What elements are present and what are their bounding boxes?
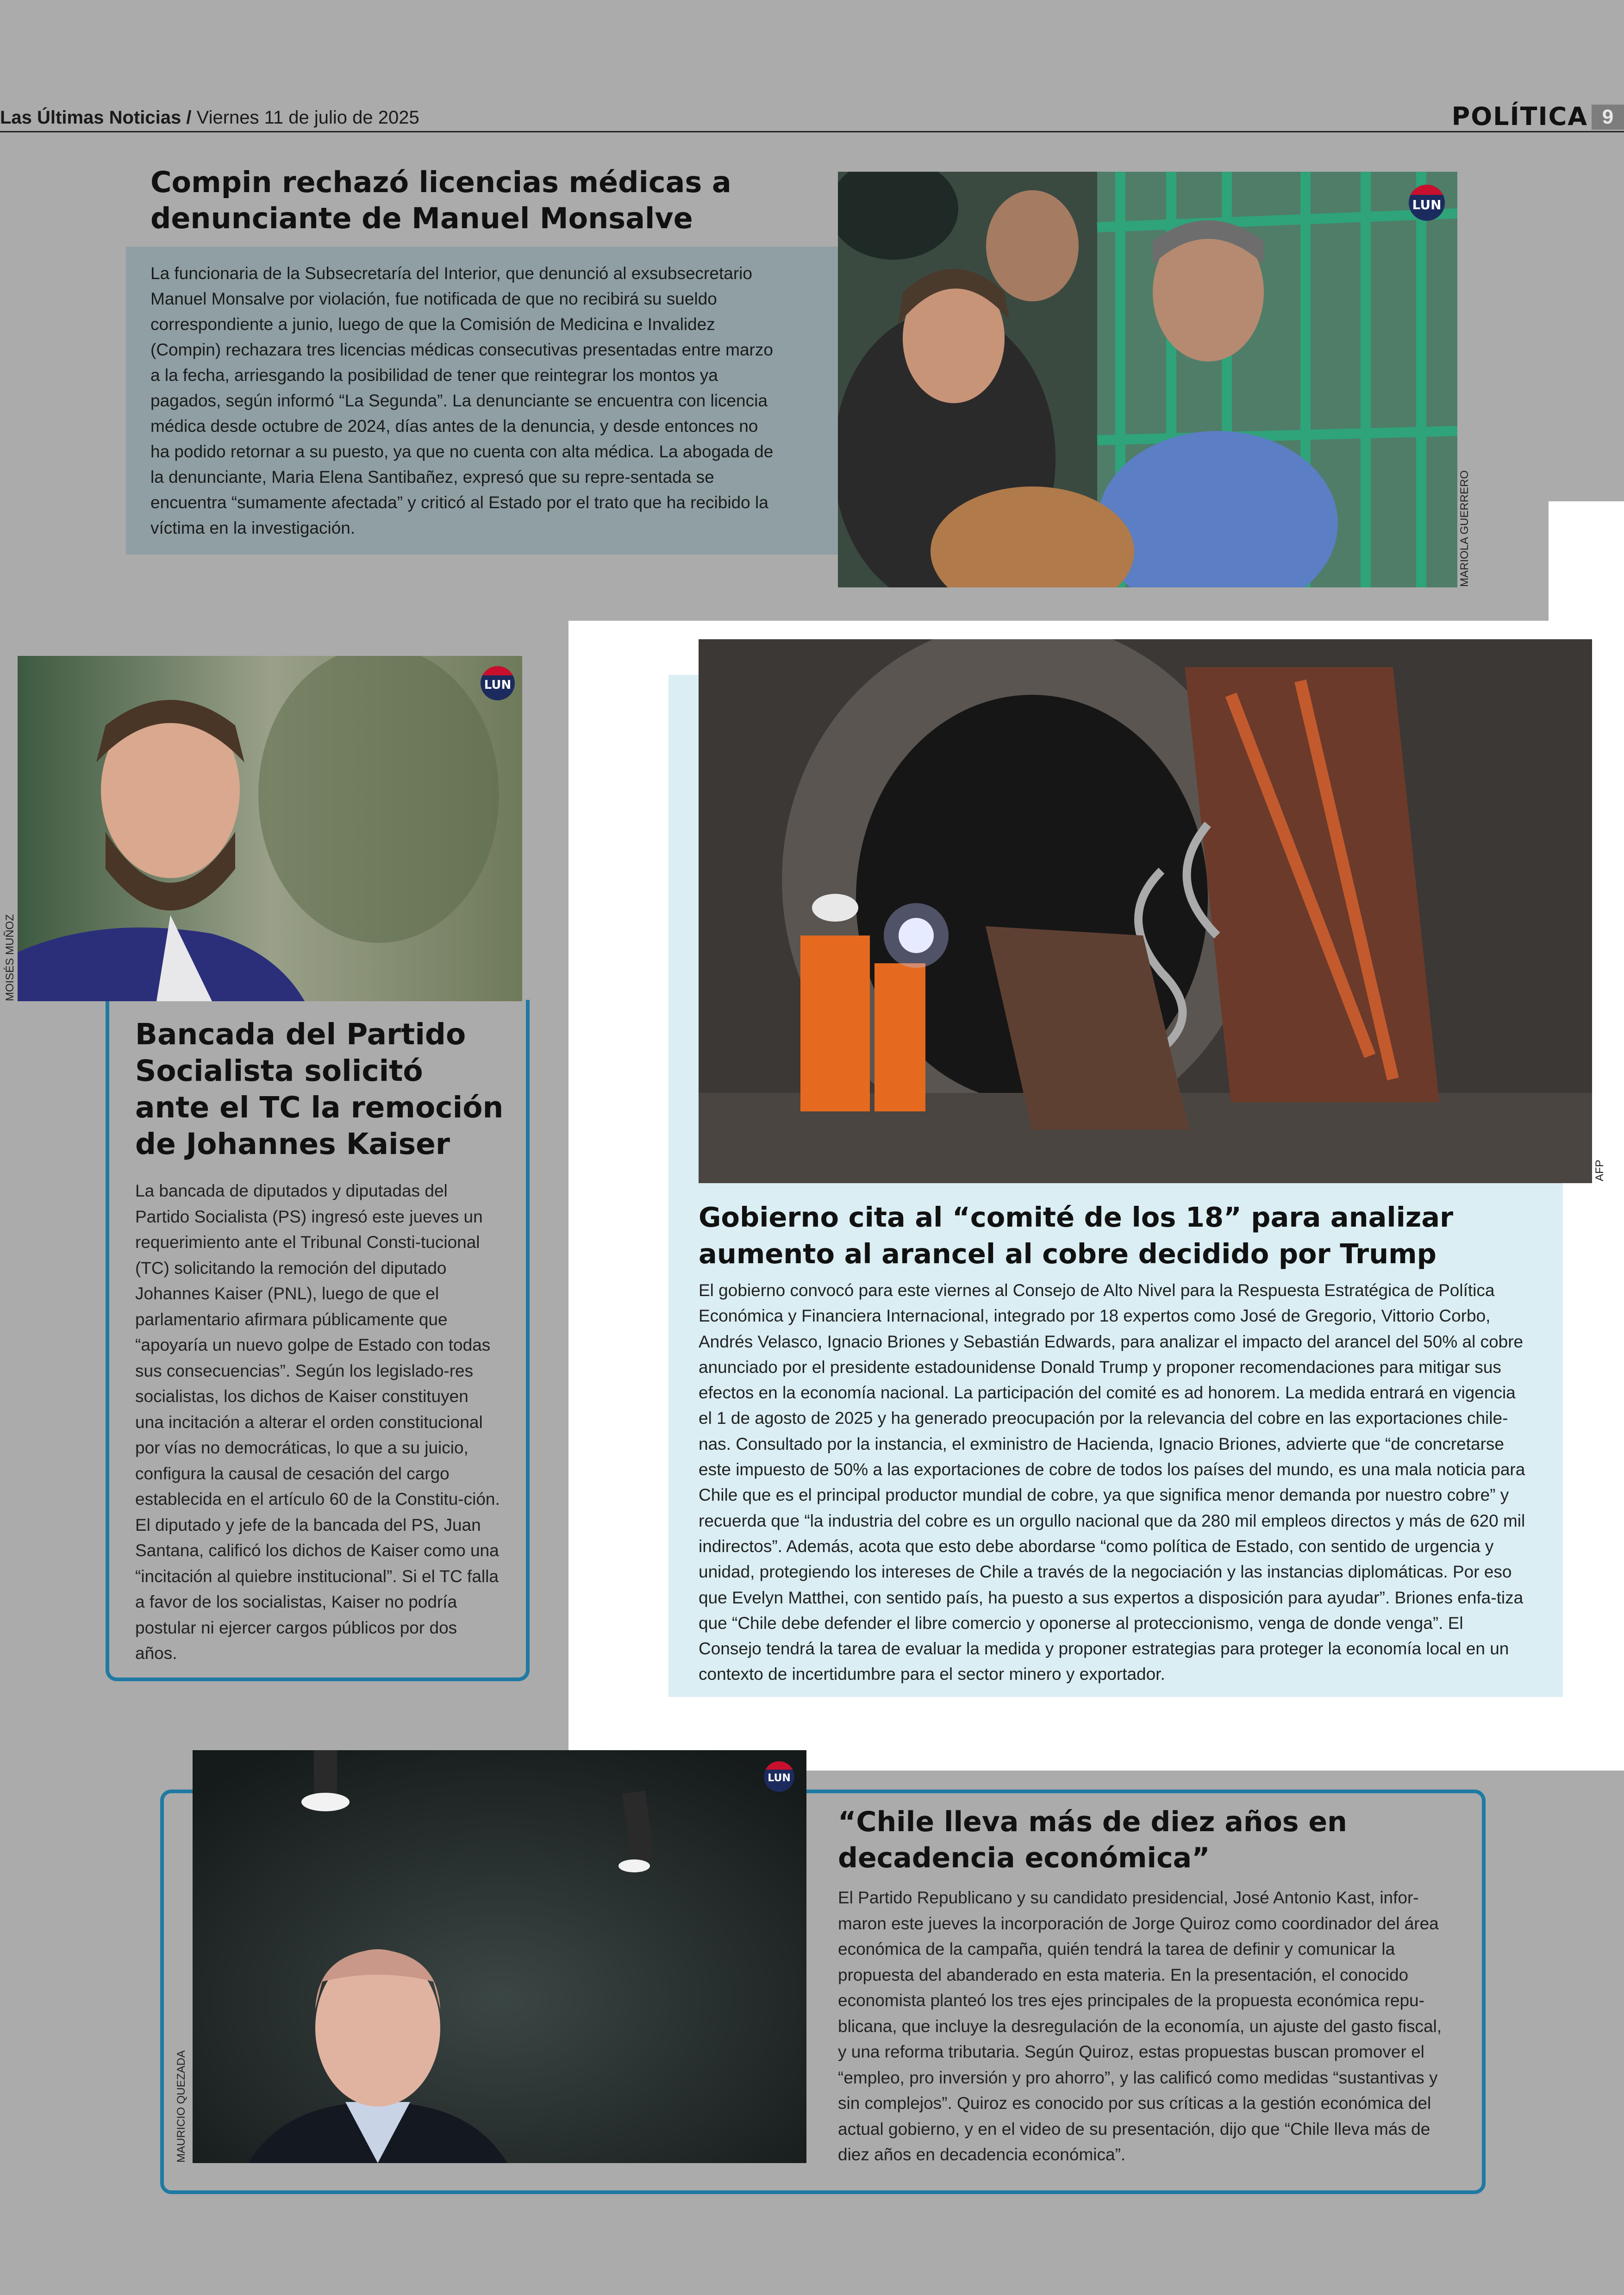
story4-photo: [193, 1750, 806, 2163]
story2-photo-credit: MOISÉS MUÑOZ: [4, 914, 16, 1001]
section-title: POLÍTICA: [1451, 102, 1588, 131]
lun-logo: LUN: [481, 666, 515, 700]
story2-headline: Bancada del Partido Socialista solicitó ante el TC la remoción de Johannes Kaiser: [135, 1017, 504, 1161]
story1-body: La funcionaria de la Subsecretaría del Interior, que denunció al exsubsecretario Manuel Monsalve por violación, fue notificada de que no recibirá su sueldo correspondiente a junio, luego de que la Comisión de Medicina e Invalidez (Compin) rechazara tres licencias médicas consecutivas presentadas entre marzo a la fecha, arriesgando la posibilidad de tener que reintegrar los montos ya pagados, según informó “La Segunda”. La denunciante se encuentra con licencia médica desde octubre de 2024, días antes de la denuncia, y desde entonces no ha podido retornar a su puesto, ya que no cuenta con alta médica. La abogada de la denunciante, Maria Elena Santibañez, expresó que su repre-sentada se encuentra “sumamente afectada” y criticó al Estado por el trato que ha recibido la víctima en la investigación.: [150, 264, 774, 537]
story3-photo: [699, 639, 1592, 1183]
header-rule: [0, 131, 1624, 132]
story1-photo-credit: MARIOLA GUERRERO: [1458, 470, 1471, 587]
story1-headline: Compin rechazó licencias médicas a denunciante de Manuel Monsalve: [150, 165, 731, 235]
story3-headline: Gobierno cita al “comité de los 18” para analizar aumento al arancel al cobre decidido por Trump: [699, 1201, 1454, 1270]
page-number: 9: [1592, 105, 1624, 130]
masthead: [0, 107, 419, 128]
white-panel-tab: [1549, 501, 1624, 621]
story2-photo: [18, 656, 522, 1001]
story2-body: La bancada de diputados y diputadas del Partido Socialista (PS) ingresó este jueves un requerimiento ante el Tribunal Consti-tucional (TC) solicitando la remoción del diputado Johannes Kaiser (PNL), luego de que el parlamentario afirmara públicamente que “apoyaría un nuevo golpe de Estado con todas sus consecuencias”. Según los legislado-res socialistas, los dichos de Kaiser constituyen una incitación a alterar el orden constitucional por vías no democráticas, lo que a su juicio, configura la causal de cesación del cargo establecida en el artículo 60 de la Constitu-ción. El diputado y jefe de la bancada del PS, Juan Santana, calificó los dichos de Kaiser como una “incitación al quiebre institucional”. Si el TC falla a favor de los socialistas, Kaiser no podría postular ni ejercer cargos públicos por dos años.: [135, 1181, 500, 1663]
paper-name: Las Últimas Noticias: [0, 107, 181, 128]
story3-photo-credit: AFP: [1593, 1160, 1606, 1181]
story3-body: El gobierno convocó para este viernes al Consejo de Alto Nivel para la Respuesta Estratégica de Política Económica y Financiera Internacional, integrado por 18 expertos como José de Gregorio, Vittorio Corbo, Andrés Velasco, Ignacio Briones y Sebastián Edwards, para analizar el impacto del arancel del 50% al cobre anunciado por el presidente estadounidense Donald Trump y proponer recomendaciones para mitigar sus efectos en la economía nacional. La participación del comité es ad honorem. La medida entrará en vigencia el 1 de agosto de 2025 y ha generado preocupación por la relevancia del cobre en las exportaciones chile-nas. Consultado por la instancia, el exministro de Hacienda, Ignacio Briones, advierte que “de concretarse este impuesto de 50% a las exportaciones de cobre de todos los países del mundo, es una mala noticia para Chile que es el principal productor mundial de cobre, ya que significa menor demanda por nuestro cobre” y recuerda que “la industria del cobre es un orgullo nacional que da 280 mil empleos directos y más de 620 mil indirectos”. Además, acota que esto debe abordarse “como política de Estado, con sentido de urgencia y unidad, protegiendo los intereses de Chile a través de la negociación y las instancias diplomáticas. Por eso que Evelyn Matthei, con sentido país, ha puesto a sus expertos a disposición para ayudar”. Briones enfa-tiza que “Chile debe defender el libre comercio y oponerse al proteccionismo, venga de donde venga”. El Consejo tendrá la tarea de evaluar la medida y proponer estrategias para proteger la economía local en un contexto de incertidumbre para el sector minero y exportador.: [699, 1281, 1525, 1684]
lun-logo: LUN: [1409, 185, 1445, 221]
lun-logo: LUN: [764, 1761, 794, 1792]
issue-date: Viernes 11 de julio de 2025: [196, 107, 419, 128]
story1-photo: [838, 172, 1457, 587]
story4-body: El Partido Republicano y su candidato presidencial, José Antonio Kast, infor-maron este jueves la incorporación de Jorge Quiroz como coordinador del área económica de la campaña, quién tendrá la tarea de definir y comunicar la propuesta del abanderado en esta materia. En la presentación, el conocido economista planteó los tres ejes principales de la propuesta económica repu-blicana, que incluye la desregulación de la economía, un ajuste del gasto fiscal, y una reforma tributaria. Según Quiroz, estas propuestas buscan promover el “empleo, pro inversión y pro ahorro”, y las calificó como medidas “sustantivas y sin complejos”. Quiroz es conocido por sus críticas a la gestión económica del actual gobierno, y en el video de su presentación, dijo que “Chile lleva más de diez años en decadencia económica”.: [838, 1888, 1442, 2164]
masthead-separator: /: [186, 107, 192, 128]
story4-photo-credit: MAURICIO QUEZADA: [175, 2050, 187, 2163]
story4-headline: “Chile lleva más de diez años en decadencia económica”: [838, 1806, 1347, 1874]
